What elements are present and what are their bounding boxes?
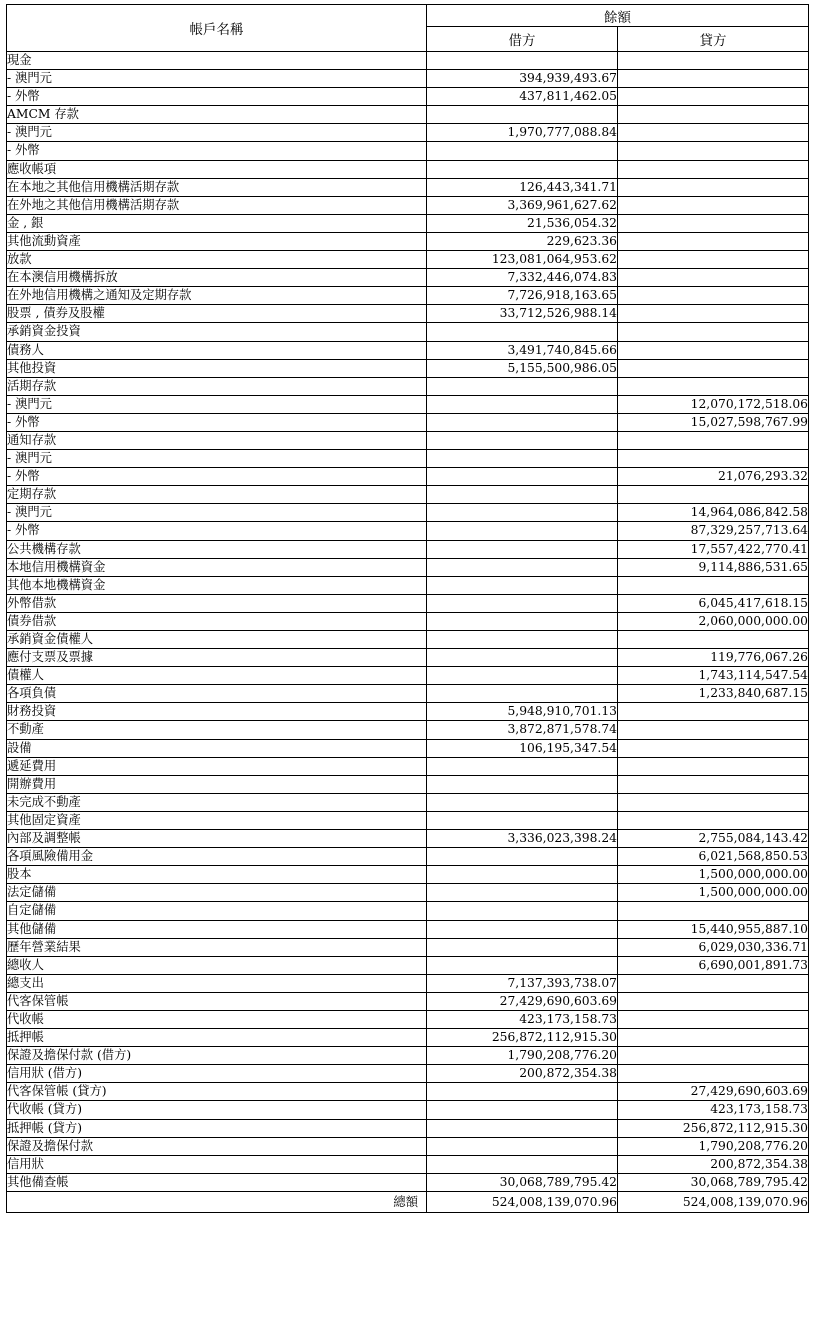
debit-cell: 200,872,354.38 bbox=[427, 1065, 618, 1083]
credit-cell: 1,790,208,776.20 bbox=[618, 1137, 809, 1155]
credit-cell bbox=[618, 106, 809, 124]
account-name-cell: 債權人 bbox=[7, 667, 427, 685]
debit-cell bbox=[427, 793, 618, 811]
table-row bbox=[7, 884, 809, 902]
table-row bbox=[7, 341, 809, 359]
account-name-cell: 不動產 bbox=[7, 721, 427, 739]
total-row bbox=[7, 1191, 809, 1212]
credit-cell bbox=[618, 486, 809, 504]
account-name-cell: 代收帳 (貸方) bbox=[7, 1101, 427, 1119]
credit-cell bbox=[618, 287, 809, 305]
debit-cell: 394,939,493.67 bbox=[427, 70, 618, 88]
account-name-cell: 其他投資 bbox=[7, 359, 427, 377]
credit-cell: 27,429,690,603.69 bbox=[618, 1083, 809, 1101]
table-row bbox=[7, 413, 809, 431]
table-row bbox=[7, 269, 809, 287]
table-row bbox=[7, 468, 809, 486]
debit-cell: 1,970,777,088.84 bbox=[427, 124, 618, 142]
account-name-cell: 保證及擔保付款 bbox=[7, 1137, 427, 1155]
credit-cell bbox=[618, 70, 809, 88]
credit-cell bbox=[618, 811, 809, 829]
total-label: 總額 bbox=[7, 1191, 427, 1212]
account-name-cell: 信用狀 bbox=[7, 1155, 427, 1173]
column-header-account-name: 帳戶名稱 bbox=[7, 5, 427, 52]
table-row bbox=[7, 142, 809, 160]
account-name-cell: 股本 bbox=[7, 866, 427, 884]
table-row bbox=[7, 160, 809, 178]
credit-cell bbox=[618, 1010, 809, 1028]
credit-cell bbox=[618, 160, 809, 178]
debit-cell bbox=[427, 160, 618, 178]
table-row bbox=[7, 106, 809, 124]
credit-cell: 6,690,001,891.73 bbox=[618, 956, 809, 974]
credit-cell bbox=[618, 232, 809, 250]
debit-cell: 3,369,961,627.62 bbox=[427, 196, 618, 214]
credit-cell: 200,872,354.38 bbox=[618, 1155, 809, 1173]
table-row bbox=[7, 1137, 809, 1155]
credit-cell: 6,029,030,336.71 bbox=[618, 938, 809, 956]
debit-cell: 27,429,690,603.69 bbox=[427, 992, 618, 1010]
account-name-cell: 保證及擔保付款 (借方) bbox=[7, 1047, 427, 1065]
table-row bbox=[7, 830, 809, 848]
credit-cell: 6,021,568,850.53 bbox=[618, 848, 809, 866]
table-row bbox=[7, 739, 809, 757]
total-debit: 524,008,139,070.96 bbox=[427, 1191, 618, 1212]
credit-cell: 119,776,067.26 bbox=[618, 649, 809, 667]
debit-cell: 21,536,054.32 bbox=[427, 214, 618, 232]
credit-cell: 2,060,000,000.00 bbox=[618, 612, 809, 630]
credit-cell: 9,114,886,531.65 bbox=[618, 558, 809, 576]
debit-cell bbox=[427, 1083, 618, 1101]
debit-cell: 3,336,023,398.24 bbox=[427, 830, 618, 848]
credit-cell bbox=[618, 721, 809, 739]
table-row bbox=[7, 866, 809, 884]
debit-cell bbox=[427, 1155, 618, 1173]
account-name-cell: 其他備查帳 bbox=[7, 1173, 427, 1191]
credit-cell bbox=[618, 341, 809, 359]
credit-cell bbox=[618, 793, 809, 811]
debit-cell: 123,081,064,953.62 bbox=[427, 251, 618, 269]
debit-cell: 7,332,446,074.83 bbox=[427, 269, 618, 287]
debit-cell bbox=[427, 667, 618, 685]
table-row bbox=[7, 594, 809, 612]
table-row bbox=[7, 232, 809, 250]
debit-cell: 1,790,208,776.20 bbox=[427, 1047, 618, 1065]
table-row bbox=[7, 1119, 809, 1137]
balance-sheet-table bbox=[6, 4, 809, 1213]
account-name-cell: 總收人 bbox=[7, 956, 427, 974]
account-name-cell: 活期存款 bbox=[7, 377, 427, 395]
account-name-cell: - 外幣 bbox=[7, 142, 427, 160]
table-row bbox=[7, 52, 809, 70]
table-footer bbox=[7, 1191, 809, 1212]
account-name-cell: - 澳門元 bbox=[7, 450, 427, 468]
credit-cell: 15,440,955,887.10 bbox=[618, 920, 809, 938]
table-row bbox=[7, 558, 809, 576]
account-name-cell: 財務投資 bbox=[7, 703, 427, 721]
table-row bbox=[7, 486, 809, 504]
account-name-cell: 代客保管帳 bbox=[7, 992, 427, 1010]
account-name-cell: 內部及調整帳 bbox=[7, 830, 427, 848]
credit-cell: 15,027,598,767.99 bbox=[618, 413, 809, 431]
debit-cell: 3,491,740,845.66 bbox=[427, 341, 618, 359]
table-row bbox=[7, 956, 809, 974]
account-name-cell: - 澳門元 bbox=[7, 395, 427, 413]
account-name-cell: 歷年營業結果 bbox=[7, 938, 427, 956]
credit-cell bbox=[618, 431, 809, 449]
credit-cell bbox=[618, 1029, 809, 1047]
account-name-cell: 定期存款 bbox=[7, 486, 427, 504]
account-name-cell: 外幣借款 bbox=[7, 594, 427, 612]
table-row bbox=[7, 377, 809, 395]
table-row bbox=[7, 649, 809, 667]
debit-cell: 229,623.36 bbox=[427, 232, 618, 250]
credit-cell bbox=[618, 902, 809, 920]
account-name-cell: 未完成不動產 bbox=[7, 793, 427, 811]
table-row bbox=[7, 323, 809, 341]
credit-cell bbox=[618, 323, 809, 341]
account-name-cell: 在外地之其他信用機構活期存款 bbox=[7, 196, 427, 214]
table-row bbox=[7, 721, 809, 739]
debit-cell bbox=[427, 866, 618, 884]
credit-cell bbox=[618, 576, 809, 594]
account-name-cell: - 澳門元 bbox=[7, 70, 427, 88]
table-row bbox=[7, 395, 809, 413]
account-name-cell: - 外幣 bbox=[7, 522, 427, 540]
account-name-cell: 承銷資金債權人 bbox=[7, 631, 427, 649]
table-header bbox=[7, 5, 809, 52]
credit-cell bbox=[618, 1065, 809, 1083]
account-name-cell: 代收帳 bbox=[7, 1010, 427, 1028]
debit-cell bbox=[427, 956, 618, 974]
table-row bbox=[7, 938, 809, 956]
table-row bbox=[7, 1173, 809, 1191]
account-name-cell: 通知存款 bbox=[7, 431, 427, 449]
debit-cell bbox=[427, 884, 618, 902]
credit-cell bbox=[618, 305, 809, 323]
account-name-cell: 在本澳信用機構拆放 bbox=[7, 269, 427, 287]
table-row bbox=[7, 992, 809, 1010]
account-name-cell: 股票 , 債券及股權 bbox=[7, 305, 427, 323]
account-name-cell: 債券借款 bbox=[7, 612, 427, 630]
table-row bbox=[7, 431, 809, 449]
table-row bbox=[7, 287, 809, 305]
account-name-cell: AMCM 存款 bbox=[7, 106, 427, 124]
table-row bbox=[7, 196, 809, 214]
table-row bbox=[7, 540, 809, 558]
credit-cell bbox=[618, 178, 809, 196]
table-row bbox=[7, 178, 809, 196]
debit-cell bbox=[427, 558, 618, 576]
debit-cell: 5,155,500,986.05 bbox=[427, 359, 618, 377]
table-row bbox=[7, 793, 809, 811]
column-header-debit: 借方 bbox=[427, 27, 618, 52]
debit-cell bbox=[427, 413, 618, 431]
debit-cell bbox=[427, 631, 618, 649]
debit-cell: 3,872,871,578.74 bbox=[427, 721, 618, 739]
account-name-cell: 法定儲備 bbox=[7, 884, 427, 902]
account-name-cell: 公共機構存款 bbox=[7, 540, 427, 558]
credit-cell bbox=[618, 124, 809, 142]
account-name-cell: 代客保管帳 (貸方) bbox=[7, 1083, 427, 1101]
account-name-cell: - 澳門元 bbox=[7, 124, 427, 142]
credit-cell: 1,743,114,547.54 bbox=[618, 667, 809, 685]
credit-cell: 17,557,422,770.41 bbox=[618, 540, 809, 558]
credit-cell: 256,872,112,915.30 bbox=[618, 1119, 809, 1137]
debit-cell bbox=[427, 504, 618, 522]
table-row bbox=[7, 1101, 809, 1119]
credit-cell bbox=[618, 703, 809, 721]
debit-cell bbox=[427, 612, 618, 630]
debit-cell bbox=[427, 685, 618, 703]
credit-cell bbox=[618, 88, 809, 106]
table-row bbox=[7, 1065, 809, 1083]
table-row bbox=[7, 251, 809, 269]
debit-cell: 437,811,462.05 bbox=[427, 88, 618, 106]
debit-cell: 30,068,789,795.42 bbox=[427, 1173, 618, 1191]
debit-cell bbox=[427, 920, 618, 938]
account-name-cell: 各項負債 bbox=[7, 685, 427, 703]
column-header-balance: 餘額 bbox=[427, 5, 809, 27]
table-row bbox=[7, 631, 809, 649]
account-name-cell: 承銷資金投資 bbox=[7, 323, 427, 341]
credit-cell: 1,500,000,000.00 bbox=[618, 866, 809, 884]
table-row bbox=[7, 811, 809, 829]
debit-cell bbox=[427, 649, 618, 667]
credit-cell: 12,070,172,518.06 bbox=[618, 395, 809, 413]
debit-cell bbox=[427, 757, 618, 775]
account-name-cell: 應付支票及票據 bbox=[7, 649, 427, 667]
credit-cell: 21,076,293.32 bbox=[618, 468, 809, 486]
credit-cell: 14,964,086,842.58 bbox=[618, 504, 809, 522]
debit-cell bbox=[427, 450, 618, 468]
account-name-cell: - 澳門元 bbox=[7, 504, 427, 522]
table-row bbox=[7, 214, 809, 232]
debit-cell bbox=[427, 902, 618, 920]
table-row bbox=[7, 1029, 809, 1047]
debit-cell bbox=[427, 938, 618, 956]
credit-cell: 87,329,257,713.64 bbox=[618, 522, 809, 540]
debit-cell: 256,872,112,915.30 bbox=[427, 1029, 618, 1047]
debit-cell bbox=[427, 323, 618, 341]
debit-cell bbox=[427, 377, 618, 395]
credit-cell: 6,045,417,618.15 bbox=[618, 594, 809, 612]
table-row bbox=[7, 902, 809, 920]
debit-cell bbox=[427, 142, 618, 160]
table-row bbox=[7, 920, 809, 938]
debit-cell bbox=[427, 468, 618, 486]
table-row bbox=[7, 522, 809, 540]
account-name-cell: 開辦費用 bbox=[7, 775, 427, 793]
debit-cell bbox=[427, 106, 618, 124]
table-row bbox=[7, 667, 809, 685]
account-name-cell: 應收帳項 bbox=[7, 160, 427, 178]
table-row bbox=[7, 124, 809, 142]
account-name-cell: 現金 bbox=[7, 52, 427, 70]
debit-cell: 33,712,526,988.14 bbox=[427, 305, 618, 323]
credit-cell bbox=[618, 757, 809, 775]
account-name-cell: - 外幣 bbox=[7, 468, 427, 486]
account-name-cell: 設備 bbox=[7, 739, 427, 757]
credit-cell bbox=[618, 196, 809, 214]
credit-cell: 30,068,789,795.42 bbox=[618, 1173, 809, 1191]
credit-cell bbox=[618, 1047, 809, 1065]
table-row bbox=[7, 450, 809, 468]
debit-cell bbox=[427, 811, 618, 829]
column-header-credit: 貸方 bbox=[618, 27, 809, 52]
credit-cell bbox=[618, 377, 809, 395]
account-name-cell: 總支出 bbox=[7, 974, 427, 992]
account-name-cell: 自定儲備 bbox=[7, 902, 427, 920]
debit-cell: 126,443,341.71 bbox=[427, 178, 618, 196]
debit-cell: 423,173,158.73 bbox=[427, 1010, 618, 1028]
table-row bbox=[7, 1155, 809, 1173]
account-name-cell: 其他固定資產 bbox=[7, 811, 427, 829]
table-row bbox=[7, 504, 809, 522]
account-name-cell: 遞延費用 bbox=[7, 757, 427, 775]
table-row bbox=[7, 685, 809, 703]
debit-cell: 7,137,393,738.07 bbox=[427, 974, 618, 992]
account-name-cell: 其他儲備 bbox=[7, 920, 427, 938]
table-row bbox=[7, 1010, 809, 1028]
credit-cell bbox=[618, 214, 809, 232]
credit-cell bbox=[618, 631, 809, 649]
account-name-cell: 抵押帳 bbox=[7, 1029, 427, 1047]
credit-cell bbox=[618, 359, 809, 377]
debit-cell bbox=[427, 576, 618, 594]
credit-cell: 2,755,084,143.42 bbox=[618, 830, 809, 848]
credit-cell bbox=[618, 775, 809, 793]
table-row bbox=[7, 775, 809, 793]
account-name-cell: 在外地信用機構之通知及定期存款 bbox=[7, 287, 427, 305]
table-row bbox=[7, 70, 809, 88]
credit-cell bbox=[618, 251, 809, 269]
account-name-cell: - 外幣 bbox=[7, 413, 427, 431]
debit-cell bbox=[427, 1119, 618, 1137]
table-row bbox=[7, 576, 809, 594]
credit-cell bbox=[618, 739, 809, 757]
table-row bbox=[7, 88, 809, 106]
debit-cell: 5,948,910,701.13 bbox=[427, 703, 618, 721]
account-name-cell: 抵押帳 (貸方) bbox=[7, 1119, 427, 1137]
credit-cell bbox=[618, 992, 809, 1010]
account-name-cell: 本地信用機構資金 bbox=[7, 558, 427, 576]
credit-cell: 423,173,158.73 bbox=[618, 1101, 809, 1119]
account-name-cell: 金 , 銀 bbox=[7, 214, 427, 232]
debit-cell: 7,726,918,163.65 bbox=[427, 287, 618, 305]
table-row bbox=[7, 848, 809, 866]
account-name-cell: 各項風險備用金 bbox=[7, 848, 427, 866]
table-row bbox=[7, 359, 809, 377]
account-name-cell: 其他本地機構資金 bbox=[7, 576, 427, 594]
debit-cell bbox=[427, 775, 618, 793]
debit-cell bbox=[427, 52, 618, 70]
credit-cell bbox=[618, 450, 809, 468]
table-row bbox=[7, 1083, 809, 1101]
account-name-cell: - 外幣 bbox=[7, 88, 427, 106]
account-name-cell: 其他流動資產 bbox=[7, 232, 427, 250]
credit-cell bbox=[618, 974, 809, 992]
debit-cell bbox=[427, 522, 618, 540]
table-row bbox=[7, 757, 809, 775]
debit-cell bbox=[427, 1137, 618, 1155]
table-row bbox=[7, 703, 809, 721]
debit-cell bbox=[427, 594, 618, 612]
table-body bbox=[7, 52, 809, 1192]
credit-cell: 1,500,000,000.00 bbox=[618, 884, 809, 902]
table-row bbox=[7, 974, 809, 992]
table-row bbox=[7, 1047, 809, 1065]
account-name-cell: 信用狀 (借方) bbox=[7, 1065, 427, 1083]
total-credit: 524,008,139,070.96 bbox=[618, 1191, 809, 1212]
credit-cell bbox=[618, 269, 809, 287]
account-name-cell: 在本地之其他信用機構活期存款 bbox=[7, 178, 427, 196]
account-name-cell: 債務人 bbox=[7, 341, 427, 359]
debit-cell bbox=[427, 1101, 618, 1119]
debit-cell bbox=[427, 431, 618, 449]
debit-cell bbox=[427, 395, 618, 413]
debit-cell bbox=[427, 848, 618, 866]
credit-cell bbox=[618, 142, 809, 160]
account-name-cell: 放款 bbox=[7, 251, 427, 269]
table-row bbox=[7, 612, 809, 630]
credit-cell bbox=[618, 52, 809, 70]
debit-cell bbox=[427, 540, 618, 558]
table-row bbox=[7, 305, 809, 323]
debit-cell bbox=[427, 486, 618, 504]
debit-cell: 106,195,347.54 bbox=[427, 739, 618, 757]
credit-cell: 1,233,840,687.15 bbox=[618, 685, 809, 703]
